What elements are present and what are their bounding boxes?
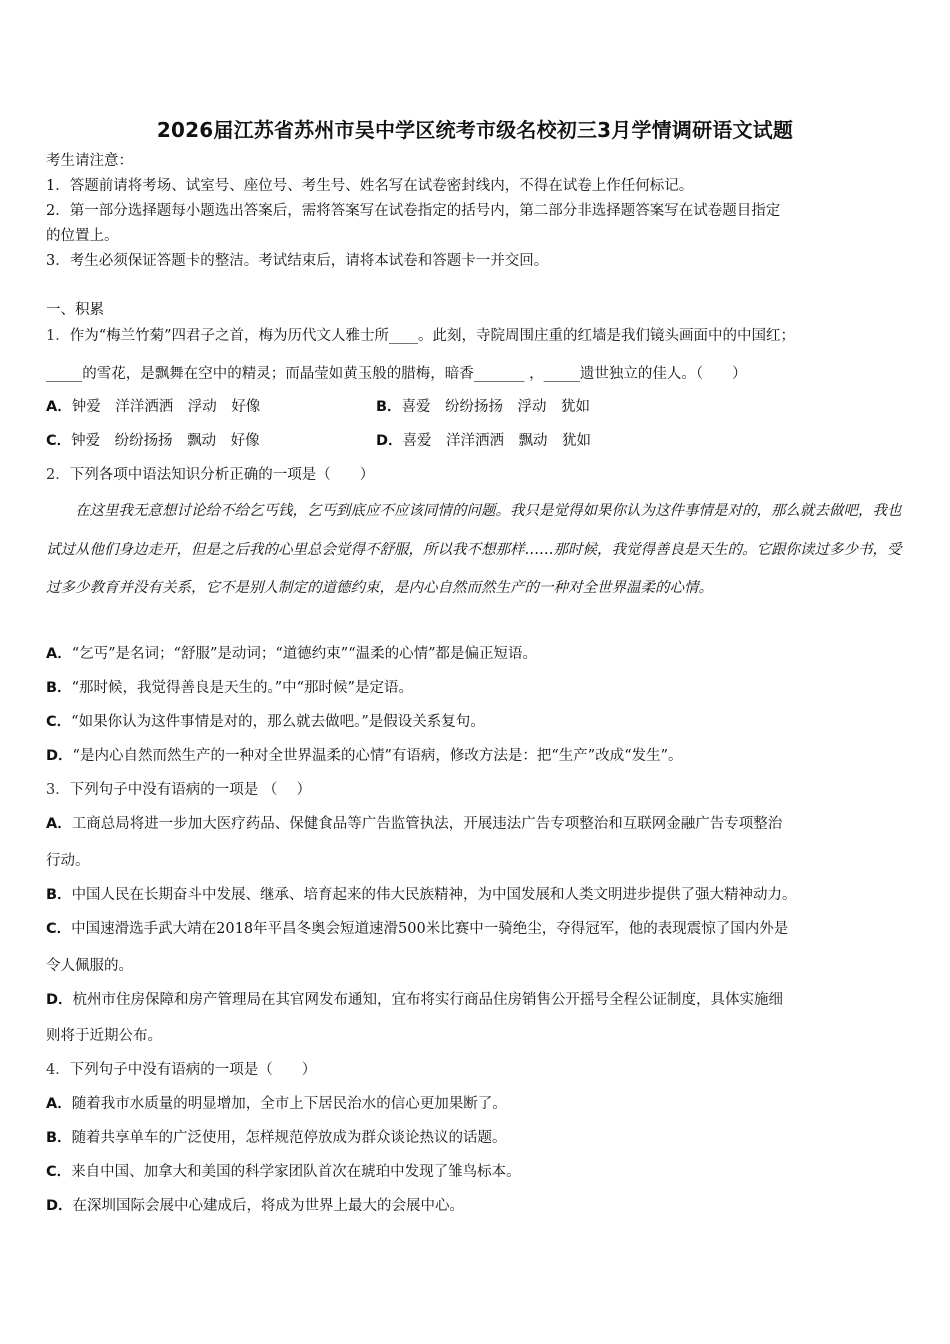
notice-item-2-cont: 的位置上。 bbox=[46, 228, 119, 244]
question-2-passage bbox=[46, 492, 910, 608]
question-1-line-2: _____的雪花，是飘舞在空中的精灵；而晶莹如黄玉般的腊梅，暗香_______ ，_____遗世独立的佳人。（ ） bbox=[46, 366, 747, 382]
question-3-text: 下列句子中没有语病的一项是 （ ） bbox=[69, 782, 311, 798]
question-3-number: 3． bbox=[46, 782, 70, 798]
question-4-option-d[interactable] bbox=[46, 1196, 914, 1216]
option-text: 中国速滑选手武大靖在2018年平昌冬奥会短道速滑500米比赛中一骑绝尘，夺得冠军，他的表现震惊了国内外是 bbox=[71, 921, 789, 937]
option-label: C． bbox=[46, 921, 72, 937]
question-1-option-c[interactable] bbox=[46, 431, 260, 451]
question-4-number: 4． bbox=[46, 1062, 70, 1078]
option-text: “那时候，我觉得善良是天生的。”中“那时候”是定语。 bbox=[71, 680, 413, 696]
option-label: C． bbox=[46, 1164, 72, 1180]
question-3-stem bbox=[46, 780, 914, 800]
question-4-option-b[interactable] bbox=[46, 1128, 914, 1148]
notice-item-2: 2．第一部分选择题每小题选出答案后，需将答案写在试卷指定的括号内，第二部分非选择题答案写在试卷题目指定 bbox=[46, 203, 781, 219]
question-2-option-b[interactable] bbox=[46, 678, 914, 698]
section-heading: 一、积累 bbox=[46, 302, 104, 318]
question-3-option-b[interactable] bbox=[46, 885, 914, 905]
notice-item-3: 3．考生必须保证答题卡的整洁。考试结束后，请将本试卷和答题卡一并交回。 bbox=[46, 253, 549, 269]
option-text: 钟爱 纷纷扬扬 飘动 好像 bbox=[71, 433, 260, 449]
question-2-option-c[interactable] bbox=[46, 712, 914, 732]
question-1-line-1 bbox=[46, 326, 914, 346]
question-1-number: 1． bbox=[46, 328, 70, 344]
option-label: D． bbox=[46, 992, 73, 1008]
question-4-option-a[interactable] bbox=[46, 1094, 914, 1114]
option-label: D． bbox=[46, 748, 73, 764]
question-1-text: 作为“梅兰竹菊”四君子之首，梅为历代文人雅士所____。此刻，寺院周围庄重的红墙是我们镜头画面中的中国红； bbox=[69, 328, 796, 344]
option-label: A． bbox=[46, 816, 72, 832]
option-label: A． bbox=[46, 646, 72, 662]
question-4-text: 下列句子中没有语病的一项是（ ） bbox=[69, 1062, 317, 1078]
option-text: 杭州市住房保障和房产管理局在其官网发布通知，宜布将实行商品住房销售公开摇号全程公证制度，具体实施细 bbox=[72, 992, 784, 1008]
question-2-text: 下列各项中语法知识分析正确的一项是（ ） bbox=[69, 467, 375, 483]
notice-item-1: 1．答题前请将考场、试室号、座位号、考生号、姓名写在试卷密封线内，不得在试卷上作任何标记。 bbox=[46, 178, 694, 194]
option-text: 喜爱 洋洋洒洒 飘动 犹如 bbox=[402, 433, 592, 449]
option-label: A． bbox=[46, 399, 72, 415]
option-label: C． bbox=[46, 433, 72, 449]
option-text: 中国人民在长期奋斗中发展、继承、培育起来的伟大民族精神，为中国发展和人类文明进步提供了强大精神动力。 bbox=[71, 887, 797, 903]
question-3-option-d[interactable] bbox=[46, 990, 914, 1010]
question-2-option-d[interactable] bbox=[46, 746, 914, 766]
question-3-option-a-cont: 行动。 bbox=[46, 853, 90, 869]
option-label: B． bbox=[376, 399, 402, 415]
question-1-option-d[interactable] bbox=[376, 431, 591, 451]
option-text: 喜爱 纷纷扬扬 浮动 犹如 bbox=[401, 399, 591, 415]
option-label: A． bbox=[46, 1096, 72, 1112]
question-2-stem bbox=[46, 465, 914, 485]
option-text: 随着共享单车的广泛使用，怎样规范停放成为群众谈论热议的话题。 bbox=[71, 1130, 507, 1146]
option-text: “是内心自然而然生产的一种对全世界温柔的心情”有语病，修改方法是：把“生产”改成“发生”。 bbox=[72, 748, 683, 764]
question-1-option-a[interactable] bbox=[46, 397, 260, 417]
option-text: 钟爱 洋洋洒洒 浮动 好像 bbox=[71, 399, 261, 415]
option-text: 在深圳国际会展中心建成后，将成为世界上最大的会展中心。 bbox=[72, 1198, 465, 1214]
question-4-option-c[interactable] bbox=[46, 1162, 914, 1182]
question-3-option-d-cont: 则将于近期公布。 bbox=[46, 1028, 162, 1044]
option-label: B． bbox=[46, 887, 72, 903]
option-label: D． bbox=[376, 433, 403, 449]
question-3-option-c-cont: 令人佩服的。 bbox=[46, 958, 133, 974]
option-text: “乞丐”是名词；“舒服”是动词；“道德约束”“温柔的心情”都是偏正短语。 bbox=[71, 646, 538, 662]
option-text: “如果你认为这件事情是对的，那么就去做吧。”是假设关系复句。 bbox=[71, 714, 485, 730]
option-label: D． bbox=[46, 1198, 73, 1214]
question-2-number: 2． bbox=[46, 467, 70, 483]
question-3-option-c[interactable] bbox=[46, 919, 914, 939]
option-label: B． bbox=[46, 1130, 72, 1146]
option-text: 随着我市水质量的明显增加，全市上下居民治水的信心更加果断了。 bbox=[71, 1096, 507, 1112]
question-2-option-a[interactable] bbox=[46, 644, 914, 664]
option-text: 工商总局将进一步加大医疗药品、保健食品等广告监管执法，开展违法广告专项整治和互联网金融广告专项整治 bbox=[71, 816, 783, 832]
option-label: C． bbox=[46, 714, 72, 730]
question-3-option-a[interactable] bbox=[46, 814, 914, 834]
notice-heading: 考生请注意： bbox=[46, 153, 133, 169]
question-4-stem bbox=[46, 1060, 914, 1080]
passage-text: 在这里我无意想讨论给不给乞丐钱，乞丐到底应不应该同情的问题。我只是觉得如果你认为这件事情是对的，那么就去做吧，我也试过从他们身边走开，但是之后我的心里总会觉得不舒服，所以我不想那样……那时候，我觉得善良是天生的。它跟你读过多少书，受过多少教育并没有关系，它不是别人制定的道德约束，是内心自然而然生产的一种对全世界温柔的心情。 bbox=[46, 503, 902, 596]
exam-title: 2026届江苏省苏州市吴中学区统考市级名校初三3月学情调研语文试题 bbox=[156, 118, 794, 142]
option-label: B． bbox=[46, 680, 72, 696]
question-1-option-b[interactable] bbox=[376, 397, 590, 417]
option-text: 来自中国、加拿大和美国的科学家团队首次在琥珀中发现了雏鸟标本。 bbox=[71, 1164, 521, 1180]
